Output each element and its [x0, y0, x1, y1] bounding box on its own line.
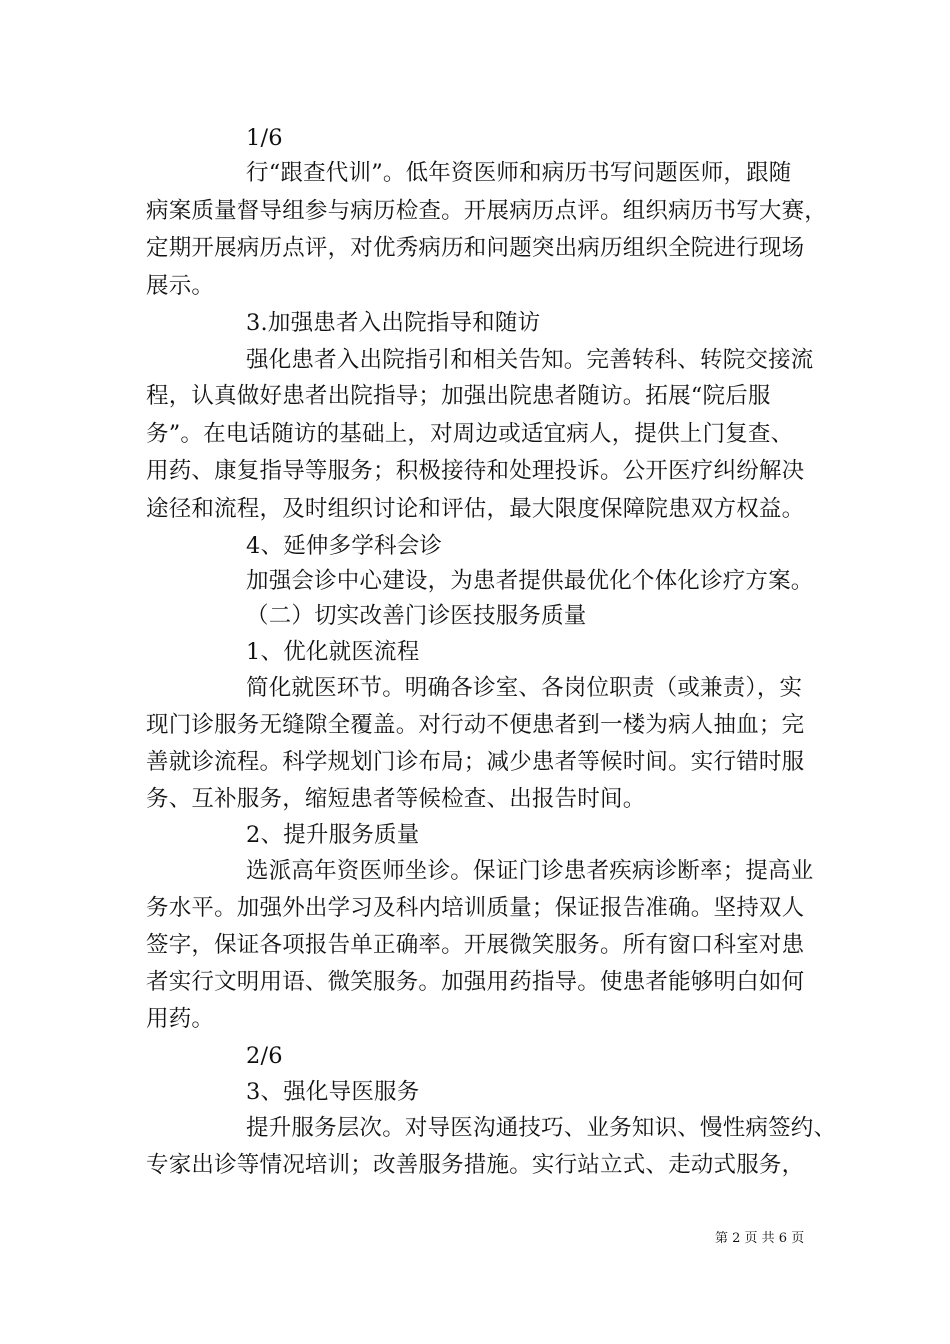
section-heading: 2、提升服务质量: [246, 822, 420, 848]
section-heading: 1、优化就医流程: [246, 639, 420, 665]
paragraph-line: 病案质量督导组参与病历检查。开展病历点评。组织病历书写大赛，: [146, 198, 828, 224]
section-heading: 3、强化导医服务: [246, 1079, 420, 1105]
paragraph-line: 签字，保证各项报告单正确率。开展微笑服务。所有窗口科室对患: [146, 932, 805, 958]
paragraph-line: 强化患者入出院指引和相关告知。完善转科、转院交接流: [246, 347, 814, 373]
paragraph-line: 务、互补服务，缩短患者等候检查、出报告时间。: [146, 786, 646, 812]
paragraph-line: 务水平。加强外出学习及科内培训质量；保证报告准确。坚持双人: [146, 895, 805, 921]
page-footer: 第 2 页 共 6 页: [715, 1231, 805, 1246]
paragraph-line: 展示。: [146, 273, 215, 299]
paragraph-line: 现门诊服务无缝隙全覆盖。对行动不便患者到一楼为病人抽血；完: [146, 712, 805, 738]
page-marker-1: 1/6: [246, 125, 283, 151]
paragraph-line: 行“跟查代训”。低年资医师和病历书写问题医师，跟随: [246, 160, 792, 186]
paragraph-line: 途径和流程，及时组织讨论和评估，最大限度保障院患双方权益。: [146, 496, 805, 522]
section-heading: 3.加强患者入出院指导和随访: [246, 310, 541, 336]
paragraph-line: 务”。在电话随访的基础上，对周边或适宜病人，提供上门复查、: [146, 421, 794, 447]
paragraph-line: 善就诊流程。科学规划门诊布局；减少患者等候时间。实行错时服: [146, 749, 805, 775]
paragraph-line: 专家出诊等情况培训；改善服务措施。实行站立式、走动式服务，: [146, 1152, 805, 1178]
paragraph-line: 选派高年资医师坐诊。保证门诊患者疾病诊断率；提高业: [246, 858, 814, 884]
paragraph-line: 程，认真做好患者出院指导；加强出院患者随访。拓展“院后服: [146, 383, 771, 409]
paragraph-line: 提升服务层次。对导医沟通技巧、业务知识、慢性病签约、: [246, 1115, 837, 1141]
section-heading: 4、延伸多学科会诊: [246, 533, 443, 559]
paragraph-line: 用药、康复指导等服务；积极接待和处理投诉。公开医疗纠纷解决: [146, 458, 805, 484]
paragraph-line: 用药。: [146, 1006, 215, 1032]
paragraph-line: 定期开展病历点评，对优秀病历和问题突出病历组织全院进行现场: [146, 235, 805, 261]
section-heading: （二）切实改善门诊医技服务质量: [246, 603, 587, 629]
paragraph-line: 简化就医环节。明确各诊室、各岗位职责（或兼责），实: [246, 675, 803, 701]
paragraph-line: 加强会诊中心建设，为患者提供最优化个体化诊疗方案。: [246, 568, 814, 594]
page-marker-2: 2/6: [246, 1043, 283, 1069]
paragraph-line: 者实行文明用语、微笑服务。加强用药指导。使患者能够明白如何: [146, 969, 805, 995]
